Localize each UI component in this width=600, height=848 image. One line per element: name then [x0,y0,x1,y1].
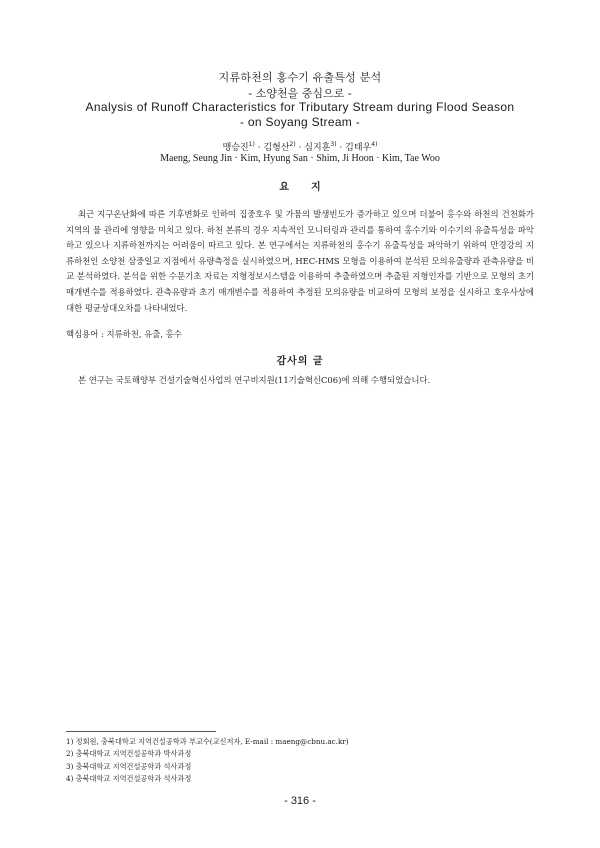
footnotes [66,736,349,786]
acknowledgement-heading: 감사의 글 [276,356,324,367]
page-number: - 316 - [284,795,316,807]
author-mark: 4) [371,141,378,148]
footnote-item: 2) 충북대학교 지역건설공학과 박사과정 [66,749,192,759]
author-mark: 3) [330,141,337,148]
authors-korean [0,140,600,153]
author-separator: · [336,143,346,153]
footnote-item: 1) 정회원, 충북대학교 지역건설공학과 부교수(교신저자, E-mail : maeng@cbnu.ac.kr) [66,737,349,746]
acknowledgement-text: 본 연구는 국토해양부 건설기술혁신사업의 연구비지원(11기술혁신C06)에 의해 수행되었습니다. [78,375,431,385]
abstract-text: 최근 지구온난화에 따른 기후변화로 인하여 집중호우 및 가뭄의 발생빈도가 증가하고 있으며 더불어 홍수와 하천의 건천화가 지역의 물 관리에 영향을 미치고 있다. 하천 본류의 경우 지속적인 모니터링과 관리를 통하여 홍수기와 이수기의 유출특성을 파악하고 있으나 지류하천까지는 어려움이 따르고 있다. 본 연구에서는 지류하천의 홍수기 유출특성을 파악하기 위하여 만경강의 지류하천인 소양천 삼중일교 지점에서 유량측정을 실시하였으며, HEC-HMS 모형을 이용하여 분석된 모의유출량과 관측유량을 비교 분석하였다. 분석을 위한 수문기초 자료는 지형정보시스템을 이용하여 추출하였으며 추출된 지형인자를 기반으로 모형의 초기 매개변수를 적용하였다. 관측유량과 초기 매개변수를 적용하여 추정된 모의유량을 비교하여 모형의 보정을 실시하고 호우사상에 대한 평균상대오차를 나타내었다. [66,209,534,313]
author-name: 김형산 [263,143,290,153]
author-name: 맹승진 [222,143,249,153]
author-name: 심지훈 [304,143,331,153]
keywords: 핵심용어 : 지류하천, 유출, 홍수 [66,329,182,339]
authors-english: Maeng, Seung Jin · Kim, Hyung San · Shim, Ji Hoon · Kim, Tae Woo [160,153,440,164]
subtitle-english: - on Soyang Stream - [239,115,361,129]
footnote-item: 4) 충북대학교 지역건설공학과 석사과정 [66,774,192,784]
subtitle-korean: - 소양천을 중심으로 - [248,87,352,100]
footnote-divider [66,731,216,732]
footnote-item: 3) 충북대학교 지역건설공학과 석사과정 [66,761,192,771]
author-mark: 2) [289,141,296,148]
author-separator: · [295,143,305,153]
abstract-heading: 요지 [279,182,343,193]
title-korean: 지류하천의 홍수기 유출특성 분석 [218,71,382,84]
title-english: Analysis of Runoff Characteristics for Tributary Stream during Flood Season [85,100,515,114]
author-name: 김태우 [345,143,372,153]
author-separator: · [254,143,264,153]
author-mark: 1) [248,141,255,148]
